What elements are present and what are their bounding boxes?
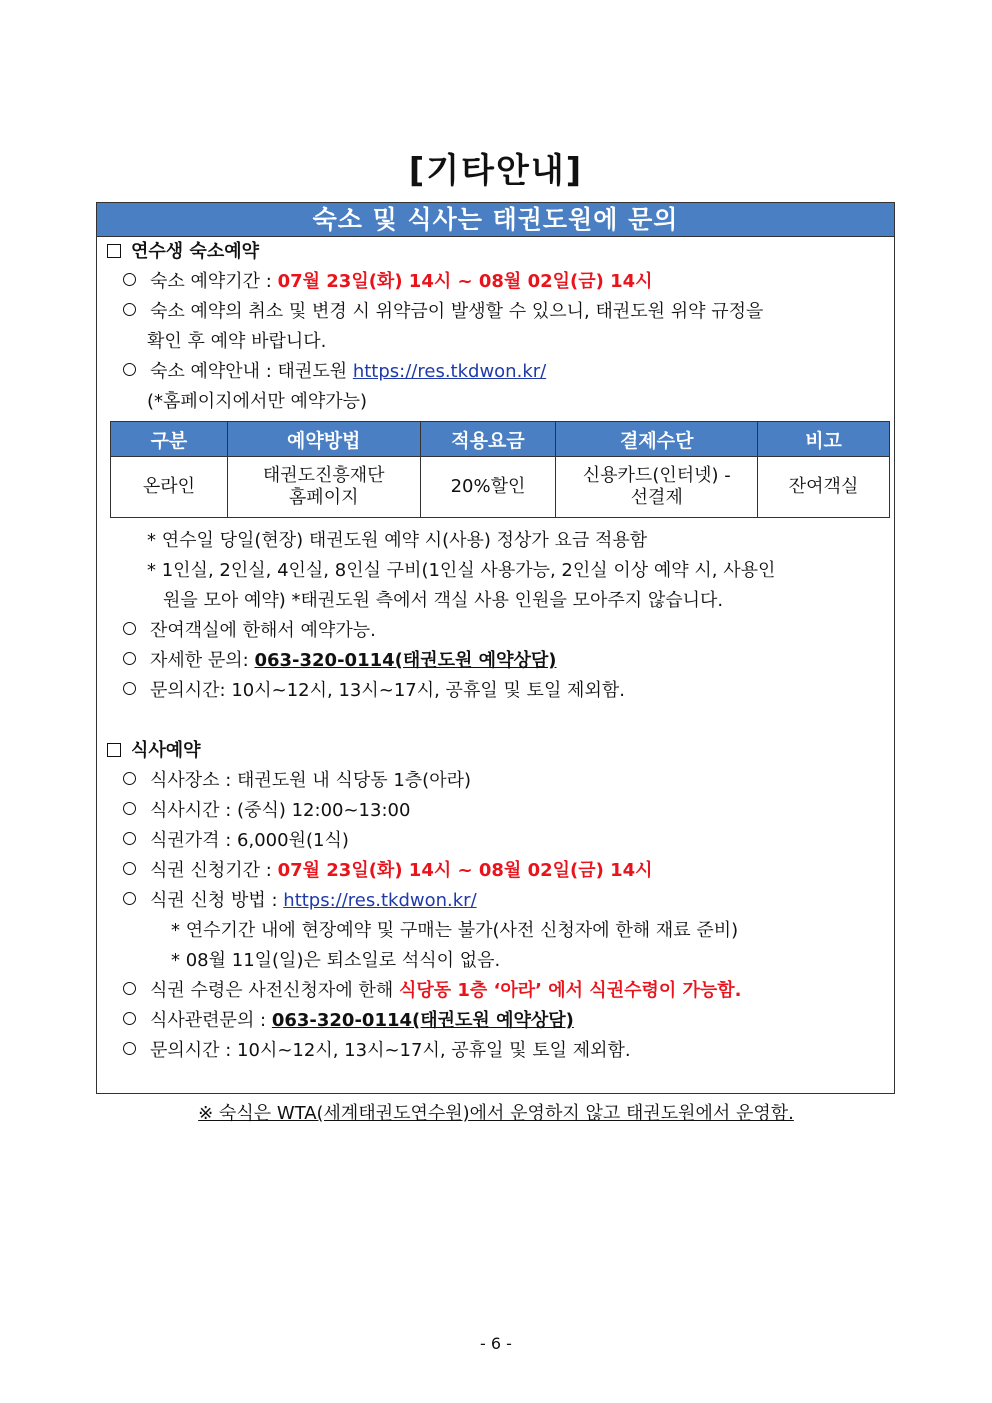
box-header: 숙소 및 식사는 태권도원에 문의 <box>97 203 894 237</box>
table-cell-method: 태권도진흥재단 홈페이지 <box>227 457 420 518</box>
box-content <box>97 237 894 1066</box>
circle-bullet-icon <box>123 892 136 905</box>
meal-period-value: 07월 23일(화) 14시 ~ 08월 02일(금) 14시 <box>277 860 653 881</box>
table-cell-rate: 20%할인 <box>420 457 556 518</box>
lodging-table <box>110 421 890 518</box>
table-header: 적용요금 <box>420 422 556 457</box>
lodging-period-value: 07월 23일(화) 14시 ~ 08월 02일(금) 14시 <box>277 271 653 292</box>
lodging-remain: 잔여객실에 한해서 예약가능. <box>107 616 884 646</box>
page-title: [기타안내] <box>408 151 584 191</box>
lodging-period: 숙소 예약기간 : 07월 23일(화) 14시 ~ 08월 02일(금) 14시 <box>107 267 884 297</box>
circle-bullet-icon <box>123 622 136 635</box>
meal-place: 식사장소 : 태권도원 내 식당동 1층(아라) <box>107 766 884 796</box>
square-bullet-icon <box>107 244 121 258</box>
meal-section-title: 식사예약 <box>107 736 884 766</box>
table-cell-payment: 신용카드(인터넷) - 선결제 <box>556 457 758 518</box>
table-header: 결제수단 <box>556 422 758 457</box>
meal-hours: 문의시간 : 10시~12시, 13시~17시, 공휴일 및 토일 제외함. <box>107 1036 884 1066</box>
table-cell-remark: 잔여객실 <box>758 457 890 518</box>
table-row <box>111 457 890 518</box>
lodging-hours: 문의시간: 10시~12시, 13시~17시, 공휴일 및 토일 제외함. <box>107 676 884 706</box>
circle-bullet-icon <box>123 363 136 376</box>
circle-bullet-icon <box>123 802 136 815</box>
lodging-guide: 숙소 예약안내 : 태권도원 https://res.tkdwon.kr/ <box>107 357 884 387</box>
lodging-cancel-continued: 확인 후 예약 바랍니다. <box>147 331 327 352</box>
meal-method-note-1: * 연수기간 내에 현장예약 및 구매는 불가(사전 신청자에 한해 재료 준비) <box>171 920 739 941</box>
table-header: 비고 <box>758 422 890 457</box>
lodging-cancel: 숙소 예약의 취소 및 변경 시 위약금이 발생할 수 있으니, 태권도원 위약 규정을 <box>107 297 884 327</box>
meal-inquiry: 식사관련문의 : 063-320-0114(태권도원 예약상담) <box>107 1006 884 1036</box>
meal-reservation-link[interactable]: https://res.tkdwon.kr/ <box>283 890 477 911</box>
meal-period: 식권 신청기간 : 07월 23일(화) 14시 ~ 08월 02일(금) 14시 <box>107 856 884 886</box>
meal-method: 식권 신청 방법 : https://res.tkdwon.kr/ <box>107 886 884 916</box>
meal-price: 식권가격 : 6,000원(1식) <box>107 826 884 856</box>
lodging-note-2: * 1인실, 2인실, 4인실, 8인실 구비(1인실 사용가능, 2인실 이상 예약 시, 사용인 <box>147 560 776 581</box>
lodging-inquiry: 자세한 문의: 063-320-0114(태권도원 예약상담) <box>107 646 884 676</box>
circle-bullet-icon <box>123 862 136 875</box>
circle-bullet-icon <box>123 682 136 695</box>
square-bullet-icon <box>107 743 121 757</box>
circle-bullet-icon <box>123 273 136 286</box>
table-cell-type: 온라인 <box>111 457 228 518</box>
lodging-guide-note: (*홈페이지에서만 예약가능) <box>147 391 368 412</box>
lodging-reservation-link[interactable]: https://res.tkdwon.kr/ <box>352 361 547 382</box>
circle-bullet-icon <box>123 652 136 665</box>
circle-bullet-icon <box>123 303 136 316</box>
meal-method-note-2: * 08월 11일(일)은 퇴소일로 석식이 없음. <box>171 950 501 971</box>
footer-note: ※ 숙식은 WTA(세계태권도연수원)에서 운영하지 않고 태권도원에서 운영함. <box>198 1103 794 1124</box>
circle-bullet-icon <box>123 1042 136 1055</box>
table-header: 구분 <box>111 422 228 457</box>
lodging-inquiry-phone: 063-320-0114(태권도원 예약상담) <box>254 650 557 671</box>
spacer <box>107 706 884 736</box>
meal-receive: 식권 수령은 사전신청자에 한해 식당동 1층 ‘아라’ 에서 식권수령이 가능함. <box>107 976 884 1006</box>
meal-time: 식사시간 : (중식) 12:00~13:00 <box>107 796 884 826</box>
page-number: - 6 - <box>480 1334 512 1353</box>
table-header: 예약방법 <box>227 422 420 457</box>
circle-bullet-icon <box>123 772 136 785</box>
meal-receive-value: 식당동 1층 ‘아라’ 에서 식권수령이 가능함. <box>398 980 742 1001</box>
circle-bullet-icon <box>123 1012 136 1025</box>
meal-inquiry-phone: 063-320-0114(태권도원 예약상담) <box>271 1010 574 1031</box>
lodging-note-1: * 연수일 당일(현장) 태권도원 예약 시(사용) 정상가 요금 적용함 <box>147 530 648 551</box>
info-box <box>96 202 895 1094</box>
lodging-note-2-continued: 원을 모아 예약) *태권도원 측에서 객실 사용 인원을 모아주지 않습니다. <box>163 590 724 611</box>
lodging-section-title: 연수생 숙소예약 <box>107 237 884 267</box>
circle-bullet-icon <box>123 982 136 995</box>
circle-bullet-icon <box>123 832 136 845</box>
table-header-row <box>111 422 890 457</box>
